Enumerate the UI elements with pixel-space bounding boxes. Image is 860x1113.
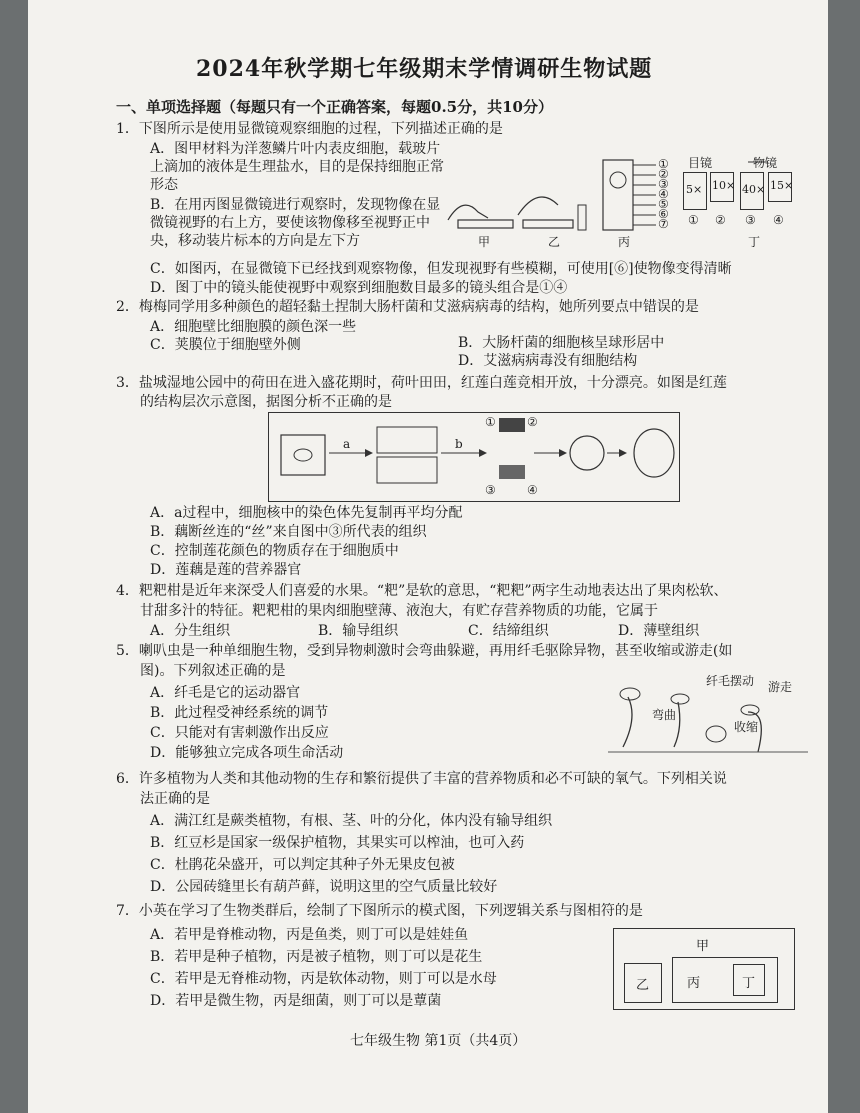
q6-stem-line2: 法正确的是 [140,791,210,807]
q7-option-d: D．若甲是微生物，丙是细菌，则丁可以是蕈菌 [150,993,442,1009]
q3-option-b: B．藕断丝连的“丝”来自图中③所代表的组织 [150,524,427,540]
scope-label-2: ② [658,167,669,181]
scope-label-6: ⑥ [658,207,669,221]
q6-option-b: B．红豆杉是国家一级保护植物，其果实可以榨油，也可入药 [150,835,525,851]
q7-option-a: A．若甲是脊椎动物，丙是鱼类，则丁可以是娃娃鱼 [150,927,469,943]
lotus-structure-drawing [269,413,679,501]
tissue-label-1: ① [485,415,496,429]
microscope-figure [428,150,818,250]
q7-option-b: B．若甲是种子植物，丙是被子植物，则丁可以是花生 [150,949,483,965]
tissue-label-2: ② [527,415,538,429]
lens-4: 15× [768,172,792,202]
q3-stem-line1: 3．盐城湿地公园中的荷田在进入盛花期时，荷叶田田，红莲白莲竞相开放，十分漂亮。如图是红莲 [116,375,727,391]
q1-option-c: C．如图丙，在显微镜下已经找到观察物像，但发现视野有些模糊，可使用[⑥]使物像变得清晰 [150,261,732,277]
panel-label-jia: 甲 [478,235,491,249]
page-footer: 七年级生物 第1页（共4页） [350,1033,527,1049]
label-cilia-beating: 纤毛摆动 [706,674,755,688]
q5-stem-line1: 5．喇叭虫是一种单细胞生物，受到异物刺激时会弯曲躲避，再用纤毛驱除异物，甚至收缩或游走(如 [116,643,733,659]
label-contracting: 收缩 [734,720,759,734]
q5-option-c: C．只能对有害刺激作出反应 [150,725,329,741]
q4-option-a: A．分生组织 [150,623,231,639]
scope-label-1: ① [658,157,669,171]
q2-option-d: D．艾滋病病毒没有细胞结构 [458,353,638,369]
q5-stem-line2: 图)。下列叙述正确的是 [140,663,286,679]
lens-number-4: ④ [773,213,784,227]
diagram-box-ding [733,964,765,996]
panel-label-bing: 丙 [618,235,631,249]
lens-3: 40× [740,172,764,210]
scope-label-7: ⑦ [658,217,669,231]
q3-option-d: D．莲藕是莲的营养器官 [150,562,302,578]
q1-option-b: B．在用丙图显微镜进行观察时，发现物像在显微镜视野的右上方，要使该物像移至视野正中央，移动装片标本的方向是左下方 [150,197,441,249]
objective-heading: 物镜 [753,156,778,170]
lens-2: 10× [710,172,734,202]
q1-option-d: D．图丁中的镜头能使视野中观察到细胞数目最多的镜头组合是①④ [150,280,568,296]
q1-stem: 1．下图所示是使用显微镜观察细胞的过程，下列描述正确的是 [116,121,503,137]
lens-number-3: ③ [745,213,756,227]
q6-option-a: A．满江红是蕨类植物，有根、茎、叶的分化，体内没有输导组织 [150,813,553,829]
scope-label-3: ③ [658,177,669,191]
q6-option-c: C．杜鹃花朵盛开，可以判定其种子外无果皮包被 [150,857,455,873]
q4-option-c: C．结缔组织 [468,623,549,639]
lens-number-2: ② [715,213,726,227]
label-swimming: 游走 [768,680,793,694]
section-title: 一、单项选择题（每题只有一个正确答案，每题0.5分，共10分） [116,98,553,116]
diagram-label-jia: 甲 [696,939,710,954]
q5-option-d: D．能够独立完成各项生命活动 [150,745,344,761]
lotus-structure-figure [268,412,680,502]
q4-option-b: B．输导组织 [318,623,399,639]
arrow-b-label: b [455,437,463,451]
q3-option-c: C．控制莲花颜色的物质存在于细胞质中 [150,543,399,559]
q7-stem: 7．小英在学习了生物类群后，绘制了下图所示的模式图，下列逻辑关系与图相符的是 [116,903,643,919]
arrow-a-label: a [343,437,351,451]
q4-stem-line2: 甘甜多汁的特征。粑粑柑的果肉细胞壁薄、液泡大，有贮存营养物质的功能，它属于 [140,603,658,619]
lens-1: 5× [683,172,707,210]
q5-option-a: A．纤毛是它的运动器官 [150,685,301,701]
q6-stem-line1: 6．许多植物为人类和其他动物的生存和繁衍提供了丰富的营养物质和必不可缺的氧气。下列相关说 [116,771,727,787]
trumpet-worm-figure [608,672,808,757]
diagram-box-yi [624,963,662,1003]
q5-option-b: B．此过程受神经系统的调节 [150,705,329,721]
scope-label-4: ④ [658,187,669,201]
q3-stem-line2: 的结构层次示意图，据图分析不正确的是 [140,394,392,410]
q4-option-d: D．薄壁组织 [618,623,700,639]
q2-option-c: C．荚膜位于细胞壁外侧 [150,337,301,353]
q3-option-a: A．a过程中，细胞核中的染色体先复制再平均分配 [150,505,463,521]
panel-label-ding: 丁 [748,235,761,249]
q2-stem: 2．梅梅同学用多种颜色的超轻黏土捏制大肠杆菌和艾滋病病毒的结构，她所列要点中错误的是 [116,299,699,315]
scope-label-5: ⑤ [658,197,669,211]
q4-stem-line1: 4．粑粑柑是近年来深受人们喜爱的水果。“粑”是软的意思，“粑粑”两字生动地表达出了果肉松软、 [116,583,728,599]
exam-title: 2024年秋学期七年级期末学情调研生物试题 [196,56,653,82]
diagram-label-bing: 丙 [687,976,701,991]
diagram-label-yi: 乙 [636,978,650,993]
tissue-label-4: ④ [527,483,538,497]
classification-diagram [613,928,795,1010]
q1-option-a: A．图甲材料为洋葱鳞片叶内表皮细胞，载玻片上滴加的液体是生理盐水，目的是保持细胞正常形态 [150,141,444,193]
diagram-box-bing [672,957,778,1003]
lens-number-1: ① [688,213,699,227]
exam-paper [28,0,828,1113]
q7-option-c: C．若甲是无脊椎动物，丙是软体动物，则丁可以是水母 [150,971,497,987]
eyepiece-heading: 目镜 [688,156,713,170]
panel-label-yi: 乙 [548,235,561,249]
q2-option-b: B．大肠杆菌的细胞核呈球形居中 [458,335,665,351]
tissue-label-3: ③ [485,483,496,497]
diagram-label-ding: 丁 [742,976,756,991]
q6-option-d: D．公园砖缝里长有葫芦藓，说明这里的空气质量比较好 [150,879,498,895]
q2-option-a: A．细胞壁比细胞膜的颜色深一些 [150,319,357,335]
label-bending: 弯曲 [652,708,677,722]
